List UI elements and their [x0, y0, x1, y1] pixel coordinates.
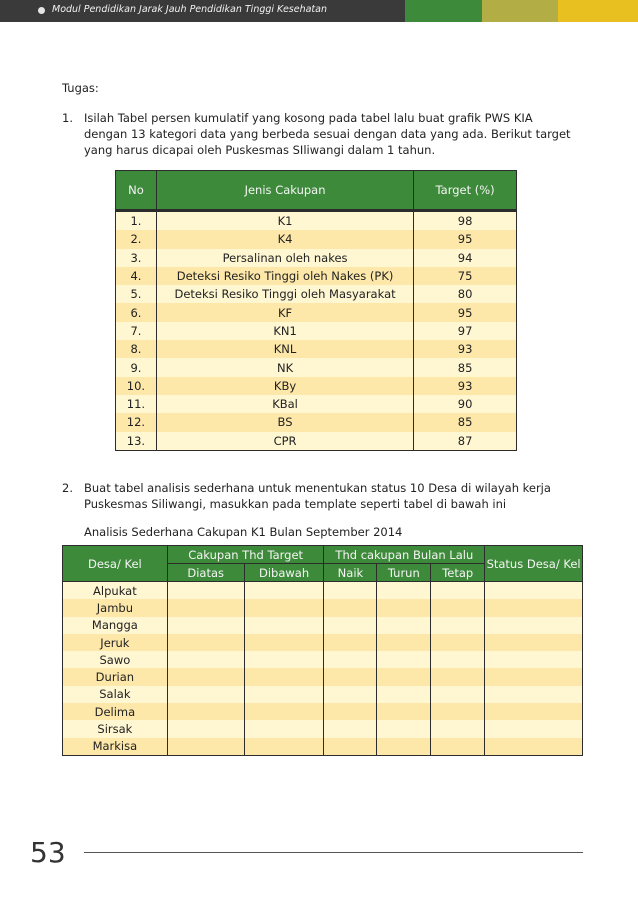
cell-jenis-cakupan: KBal: [156, 395, 413, 413]
cell-turun[interactable]: [377, 651, 431, 668]
cell-target: 85: [414, 413, 517, 431]
cell-diatas[interactable]: [167, 738, 244, 756]
cell-turun[interactable]: [377, 617, 431, 634]
item1-line2: dengan 13 kategori data yang berbeda sesuai dengan data yang ada. Berikut target: [84, 127, 571, 141]
cell-naik[interactable]: [324, 738, 377, 756]
header-yellow-segment: [558, 0, 638, 22]
cell-jenis-cakupan: KNL: [156, 340, 413, 358]
cell-diatas[interactable]: [167, 703, 244, 720]
cell-target: 95: [414, 303, 517, 321]
cell-status[interactable]: [485, 582, 583, 600]
cell-diatas[interactable]: [167, 720, 244, 737]
cell-turun[interactable]: [377, 668, 431, 685]
cell-target: 85: [414, 358, 517, 376]
cell-turun[interactable]: [377, 720, 431, 737]
cell-naik[interactable]: [324, 668, 377, 685]
cell-turun[interactable]: [377, 738, 431, 756]
cell-turun[interactable]: [377, 599, 431, 616]
table-row: [116, 432, 517, 451]
header-thd-cakupan-bulan-lalu: Thd cakupan Bulan Lalu: [324, 546, 485, 564]
table-row: [116, 285, 517, 303]
cell-desa: Sirsak: [63, 720, 168, 737]
item2-line2: Puskesmas Siliwangi, masukkan pada template seperti tabel di bawah ini: [84, 497, 507, 511]
cell-diatas[interactable]: [167, 686, 244, 703]
header-olive-segment: [482, 0, 558, 22]
cell-dibawah[interactable]: [244, 703, 324, 720]
header-cakupan-thd-target: Cakupan Thd Target: [167, 546, 324, 564]
footer-line: [84, 852, 583, 853]
cell-diatas[interactable]: [167, 599, 244, 616]
cell-target: 95: [414, 230, 517, 248]
item2-line1: Buat tabel analisis sederhana untuk menentukan status 10 Desa di wilayah kerja: [84, 481, 551, 495]
cell-no: 12.: [116, 413, 157, 431]
analysis-table-body: [63, 582, 583, 756]
table-row: [116, 395, 517, 413]
cell-turun[interactable]: [377, 634, 431, 651]
cell-target: 87: [414, 432, 517, 451]
analysis-table: [62, 545, 583, 756]
cell-naik[interactable]: [324, 686, 377, 703]
item1-line1: Isilah Tabel persen kumulatif yang kosong pada tabel lalu buat grafik PWS KIA: [84, 111, 533, 125]
table-row: [63, 651, 583, 668]
cell-target: 97: [414, 322, 517, 340]
cell-diatas[interactable]: [167, 668, 244, 685]
cell-status[interactable]: [485, 617, 583, 634]
table-row: [116, 358, 517, 376]
item1-number: 1.: [62, 111, 73, 125]
cell-tetap[interactable]: [431, 686, 485, 703]
cell-jenis-cakupan: KF: [156, 303, 413, 321]
header-turun: Turun: [377, 564, 431, 582]
header-tetap: Tetap: [431, 564, 485, 582]
cell-no: 13.: [116, 432, 157, 451]
header-status-desa-kel: Status Desa/ Kel: [485, 546, 583, 582]
cell-desa: Salak: [63, 686, 168, 703]
cell-desa: Sawo: [63, 651, 168, 668]
header-desa-kel: Desa/ Kel: [63, 546, 168, 582]
cell-dibawah[interactable]: [244, 668, 324, 685]
cell-naik[interactable]: [324, 582, 377, 600]
cell-status[interactable]: [485, 651, 583, 668]
cell-jenis-cakupan: KBy: [156, 377, 413, 395]
cell-desa: Jambu: [63, 599, 168, 616]
cell-dibawah[interactable]: [244, 686, 324, 703]
cell-jenis-cakupan: K4: [156, 230, 413, 248]
cell-diatas[interactable]: [167, 634, 244, 651]
cell-tetap[interactable]: [431, 668, 485, 685]
cell-no: 5.: [116, 285, 157, 303]
cell-jenis-cakupan: K1: [156, 212, 413, 230]
cell-turun[interactable]: [377, 582, 431, 600]
table-row: [63, 599, 583, 616]
cell-no: 2.: [116, 230, 157, 248]
cell-naik[interactable]: [324, 703, 377, 720]
cell-jenis-cakupan: NK: [156, 358, 413, 376]
cell-jenis-cakupan: Deteksi Resiko Tinggi oleh Nakes (PK): [156, 267, 413, 285]
cell-dibawah[interactable]: [244, 738, 324, 756]
cell-no: 10.: [116, 377, 157, 395]
cell-status[interactable]: [485, 738, 583, 756]
cell-desa: Durian: [63, 668, 168, 685]
cell-dibawah[interactable]: [244, 582, 324, 600]
cell-jenis-cakupan: KN1: [156, 322, 413, 340]
cell-target: 93: [414, 340, 517, 358]
table-row: [116, 322, 517, 340]
cell-tetap[interactable]: [431, 634, 485, 651]
cell-status[interactable]: [485, 686, 583, 703]
header-jenis-cakupan: Jenis Cakupan: [156, 171, 413, 210]
cell-no: 9.: [116, 358, 157, 376]
target-table-body: [116, 210, 517, 451]
cell-target: 75: [414, 267, 517, 285]
table-row: [116, 413, 517, 431]
cell-naik[interactable]: [324, 617, 377, 634]
cell-status[interactable]: [485, 720, 583, 737]
header-target: Target (%): [414, 171, 517, 210]
cell-dibawah[interactable]: [244, 634, 324, 651]
cell-diatas[interactable]: [167, 651, 244, 668]
tugas-heading: Tugas:: [62, 81, 99, 95]
cell-tetap[interactable]: [431, 703, 485, 720]
cell-diatas[interactable]: [167, 582, 244, 600]
cell-no: 3.: [116, 249, 157, 267]
cell-no: 4.: [116, 267, 157, 285]
cell-no: 7.: [116, 322, 157, 340]
table-row: [63, 703, 583, 720]
table-row: [63, 668, 583, 685]
cell-status[interactable]: [485, 599, 583, 616]
header-green-segment: [405, 0, 482, 22]
table-row: [116, 303, 517, 321]
target-table: [115, 170, 517, 451]
cell-tetap[interactable]: [431, 582, 485, 600]
header-title: Modul Pendidikan Jarak Jauh Pendidikan Tinggi Kesehatan: [52, 4, 327, 15]
table-row: [116, 230, 517, 248]
cell-jenis-cakupan: BS: [156, 413, 413, 431]
item1-line3: yang harus dicapai oleh Puskesmas SIliwangi dalam 1 tahun.: [84, 143, 436, 157]
cell-no: 8.: [116, 340, 157, 358]
table-row: [116, 249, 517, 267]
cell-target: 93: [414, 377, 517, 395]
cell-desa: Alpukat: [63, 582, 168, 600]
cell-target: 80: [414, 285, 517, 303]
table-row: [63, 617, 583, 634]
cell-naik[interactable]: [324, 720, 377, 737]
cell-desa: Jeruk: [63, 634, 168, 651]
table-row: [116, 377, 517, 395]
cell-desa: Markisa: [63, 738, 168, 756]
cell-tetap[interactable]: [431, 720, 485, 737]
cell-turun[interactable]: [377, 686, 431, 703]
table-row: [63, 686, 583, 703]
cell-target: 98: [414, 212, 517, 230]
cell-tetap[interactable]: [431, 738, 485, 756]
table-row: [63, 738, 583, 756]
analysis-subtitle: Analisis Sederhana Cakupan K1 Bulan September 2014: [84, 525, 403, 539]
cell-no: 1.: [116, 212, 157, 230]
cell-no: 6.: [116, 303, 157, 321]
header-no: No: [116, 171, 157, 210]
cell-jenis-cakupan: Deteksi Resiko Tinggi oleh Masyarakat: [156, 285, 413, 303]
page-number: 53: [30, 836, 66, 869]
cell-dibawah[interactable]: [244, 720, 324, 737]
cell-turun[interactable]: [377, 703, 431, 720]
table-row: [63, 634, 583, 651]
item2-number: 2.: [62, 481, 73, 495]
bullet-icon: [38, 7, 45, 14]
cell-desa: Delima: [63, 703, 168, 720]
cell-naik[interactable]: [324, 651, 377, 668]
cell-tetap[interactable]: [431, 599, 485, 616]
table-row: [116, 267, 517, 285]
cell-jenis-cakupan: Persalinan oleh nakes: [156, 249, 413, 267]
cell-status[interactable]: [485, 634, 583, 651]
cell-no: 11.: [116, 395, 157, 413]
cell-naik[interactable]: [324, 599, 377, 616]
cell-desa: Mangga: [63, 617, 168, 634]
table-row: [63, 720, 583, 737]
table-row: [116, 212, 517, 230]
cell-status[interactable]: [485, 703, 583, 720]
cell-naik[interactable]: [324, 634, 377, 651]
cell-tetap[interactable]: [431, 617, 485, 634]
cell-target: 94: [414, 249, 517, 267]
cell-tetap[interactable]: [431, 651, 485, 668]
cell-status[interactable]: [485, 668, 583, 685]
cell-target: 90: [414, 395, 517, 413]
header-diatas: Diatas: [167, 564, 244, 582]
header-bar: [0, 0, 638, 22]
header-naik: Naik: [324, 564, 377, 582]
cell-jenis-cakupan: CPR: [156, 432, 413, 451]
cell-dibawah[interactable]: [244, 617, 324, 634]
cell-diatas[interactable]: [167, 617, 244, 634]
table-row: [116, 340, 517, 358]
cell-dibawah[interactable]: [244, 599, 324, 616]
table-row: [63, 582, 583, 600]
header-dibawah: Dibawah: [244, 564, 324, 582]
cell-dibawah[interactable]: [244, 651, 324, 668]
